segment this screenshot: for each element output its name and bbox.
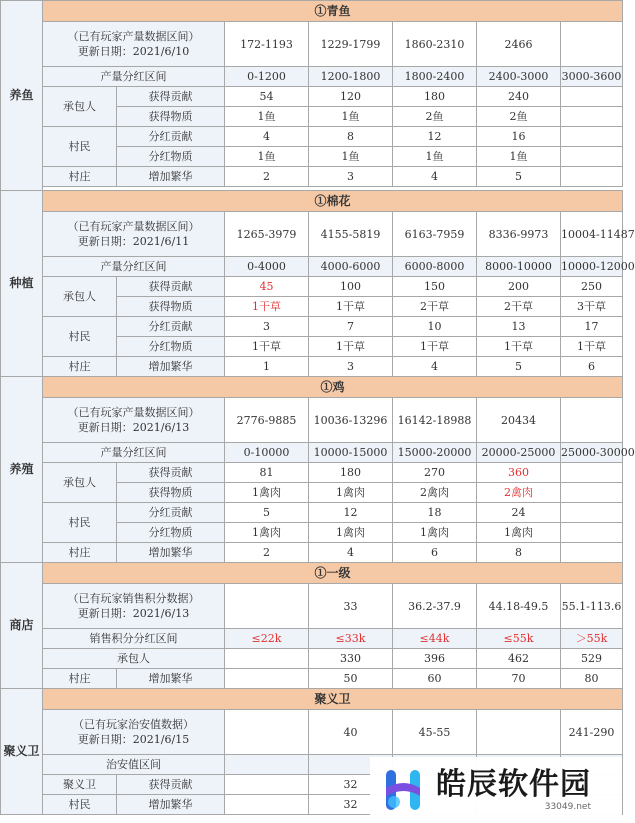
- tier-label: 治安值区间: [43, 755, 225, 775]
- tier-5: 3000-3600: [561, 67, 623, 87]
- category-shop: 商店: [1, 563, 43, 689]
- table-cell: 1干草: [477, 337, 561, 357]
- table-cell: 3干草: [561, 297, 623, 317]
- player-range-5: [561, 398, 623, 443]
- watermark-url: 33049.net: [544, 802, 591, 812]
- table-cell: [561, 107, 623, 127]
- table-cell: 4: [225, 127, 309, 147]
- table-cell: 1鱼: [393, 147, 477, 167]
- table-cell: 250: [561, 277, 623, 297]
- table-cell: 4: [393, 167, 477, 187]
- table-cell: 1干草: [309, 297, 393, 317]
- section-header-guard: 聚义卫: [43, 689, 623, 710]
- table-cell: 54: [225, 87, 309, 107]
- tier-5: ＞55k: [561, 629, 623, 649]
- contrib-label: 获得贡献: [117, 463, 225, 483]
- contrib-label: 获得贡献: [117, 87, 225, 107]
- player-range-label: （已有玩家销售积分数据） 更新日期：2021/6/13: [43, 584, 225, 629]
- tier-label: 产量分红区间: [43, 443, 225, 463]
- tier-label: 产量分红区间: [43, 67, 225, 87]
- tier-3: 6000-8000: [393, 257, 477, 277]
- section-header-shop: ①一级: [43, 563, 623, 584]
- villager-label: 村民: [43, 127, 117, 167]
- tier-1: 0-4000: [225, 257, 309, 277]
- player-range-1: [225, 710, 309, 755]
- goods-label: 获得物质: [117, 297, 225, 317]
- table-cell: 200: [477, 277, 561, 297]
- player-range-5: 10004-11487: [561, 212, 623, 257]
- table-cell: 6: [393, 543, 477, 563]
- prosperity-label: 增加繁华: [117, 167, 225, 187]
- table-cell: 70: [477, 669, 561, 689]
- table-cell: 1: [225, 357, 309, 377]
- player-range-3: 45-55: [393, 710, 477, 755]
- table-cell: [561, 543, 623, 563]
- table-cell: 5: [225, 503, 309, 523]
- table-cell: [225, 669, 309, 689]
- table-cell: 1禽肉: [309, 523, 393, 543]
- div-contrib-label: 分红贡献: [117, 127, 225, 147]
- table-cell: 1鱼: [225, 147, 309, 167]
- watermark: [370, 757, 622, 823]
- player-range-4: 8336-9973: [477, 212, 561, 257]
- player-range-label: （已有玩家产量数据区间） 更新日期：2021/6/11: [43, 212, 225, 257]
- table-cell: 1干草: [561, 337, 623, 357]
- table-cell: 10: [393, 317, 477, 337]
- table-cell: 462: [477, 649, 561, 669]
- contractor-label: 承包人: [43, 649, 225, 669]
- table-cell: 529: [561, 649, 623, 669]
- update-date: 更新日期：2021/6/11: [77, 235, 190, 248]
- player-range-2: 1229-1799: [309, 22, 393, 67]
- player-range-3: 36.2-37.9: [393, 584, 477, 629]
- table-cell: 8: [477, 543, 561, 563]
- table-cell: [561, 483, 623, 503]
- player-range-2: 10036-13296: [309, 398, 393, 443]
- tier-1: 0-1200: [225, 67, 309, 87]
- update-date: 更新日期：2021/6/13: [77, 607, 190, 620]
- table-cell: [561, 167, 623, 187]
- village-label: 村庄: [43, 669, 117, 689]
- table-cell: [225, 775, 309, 795]
- table-cell: 2鱼: [393, 107, 477, 127]
- contractor-label: 承包人: [43, 463, 117, 503]
- table-cell: 24: [477, 503, 561, 523]
- table-cell: 5: [477, 167, 561, 187]
- table-cell: 50: [309, 669, 393, 689]
- table-cell: 3: [225, 317, 309, 337]
- table-cell-highlight: 360: [477, 463, 561, 483]
- table-cell: 180: [309, 463, 393, 483]
- table-cell: 100: [309, 277, 393, 297]
- table-cell: 1干草: [309, 337, 393, 357]
- guard-label: 聚义卫: [43, 775, 117, 795]
- table-cell: 150: [393, 277, 477, 297]
- player-range-5: 55.1-113.6: [561, 584, 623, 629]
- table-cell: [561, 503, 623, 523]
- player-range-4: 44.18-49.5: [477, 584, 561, 629]
- table-cell: 1鱼: [225, 107, 309, 127]
- table-cell: 1禽肉: [225, 483, 309, 503]
- table-cell: 120: [309, 87, 393, 107]
- table-cell: 4: [393, 357, 477, 377]
- table-cell: 2: [225, 543, 309, 563]
- player-range-5: [561, 22, 623, 67]
- table-cell: 12: [393, 127, 477, 147]
- update-date: 更新日期：2021/6/13: [77, 421, 190, 434]
- table-cell: 3: [309, 357, 393, 377]
- table-cell: 240: [477, 87, 561, 107]
- table-cell: 2鱼: [477, 107, 561, 127]
- table-cell: [561, 87, 623, 107]
- table-cell: 32: [309, 795, 393, 815]
- category-plant: 种植: [1, 191, 43, 377]
- site-logo-icon: [380, 766, 428, 814]
- tier-5: 25000-30000: [561, 443, 623, 463]
- tier-2: 10000-15000: [309, 443, 393, 463]
- player-range-3: 16142-18988: [393, 398, 477, 443]
- table-cell: 1干草: [393, 337, 477, 357]
- tier-1: 0-10000: [225, 443, 309, 463]
- table-cell: 1禽肉: [477, 523, 561, 543]
- player-range-1: 1265-3979: [225, 212, 309, 257]
- section-header-fish: ①青鱼: [43, 1, 623, 22]
- table-cell: 18: [393, 503, 477, 523]
- table-cell: 12: [309, 503, 393, 523]
- table-cell: 1禽肉: [309, 483, 393, 503]
- player-range-3: 1860-2310: [393, 22, 477, 67]
- table-cell: 7: [309, 317, 393, 337]
- player-range-1: 2776-9885: [225, 398, 309, 443]
- table-cell: 1干草: [225, 337, 309, 357]
- table-cell: 1禽肉: [393, 523, 477, 543]
- table-cell: [561, 147, 623, 167]
- prosperity-label: 增加繁华: [117, 357, 225, 377]
- player-range-label: （已有玩家产量数据区间） 更新日期：2021/6/13: [43, 398, 225, 443]
- table-cell: 32: [309, 775, 393, 795]
- prosperity-label: 增加繁华: [117, 543, 225, 563]
- villager-label: 村民: [43, 503, 117, 543]
- table-cell: 81: [225, 463, 309, 483]
- table-cell: [561, 523, 623, 543]
- tier-1: [225, 755, 309, 775]
- contractor-label: 承包人: [43, 87, 117, 127]
- player-range-1: [225, 584, 309, 629]
- div-contrib-label: 分红贡献: [117, 317, 225, 337]
- table-cell: 60: [393, 669, 477, 689]
- player-range-label: （已有玩家产量数据区间） 更新日期：2021/6/10: [43, 22, 225, 67]
- table-cell: 1禽肉: [225, 523, 309, 543]
- table-cell: 3: [309, 167, 393, 187]
- player-range-2: 40: [309, 710, 393, 755]
- table-cell: 2干草: [393, 297, 477, 317]
- table-cell: 396: [393, 649, 477, 669]
- village-label: 村庄: [43, 357, 117, 377]
- contrib-label: 获得贡献: [117, 775, 225, 795]
- villager-label: 村民: [43, 795, 117, 815]
- village-label: 村庄: [43, 543, 117, 563]
- villager-label: 村民: [43, 317, 117, 357]
- table-cell: [225, 795, 309, 815]
- tier-label: 产量分红区间: [43, 257, 225, 277]
- div-goods-label: 分红物质: [117, 337, 225, 357]
- category-breed: 养殖: [1, 377, 43, 563]
- tier-4: 8000-10000: [477, 257, 561, 277]
- div-contrib-label: 分红贡献: [117, 503, 225, 523]
- tier-5: 10000-12000: [561, 257, 623, 277]
- table-cell: 2: [225, 167, 309, 187]
- tier-1: ≤22k: [225, 629, 309, 649]
- player-range-4: 20434: [477, 398, 561, 443]
- table-cell: 1鱼: [309, 107, 393, 127]
- table-cell: 8: [309, 127, 393, 147]
- tier-3: 15000-20000: [393, 443, 477, 463]
- tier-3: 1800-2400: [393, 67, 477, 87]
- table-cell: 13: [477, 317, 561, 337]
- table-cell: [225, 649, 309, 669]
- table-cell: 2干草: [477, 297, 561, 317]
- tier-label: 销售积分分红区间: [43, 629, 225, 649]
- goods-label: 获得物质: [117, 107, 225, 127]
- category-guard: 聚义卫: [1, 689, 43, 815]
- player-range-4: [477, 710, 561, 755]
- tier-2: 1200-1800: [309, 67, 393, 87]
- player-range-2: 33: [309, 584, 393, 629]
- table-cell: 330: [309, 649, 393, 669]
- watermark-title: 皓辰软件园: [436, 767, 591, 802]
- table-cell-highlight: 45: [225, 277, 309, 297]
- player-range-1: 172-1193: [225, 22, 309, 67]
- player-range-label: （已有玩家治安值数据） 更新日期：2021/6/15: [43, 710, 225, 755]
- table-cell: 17: [561, 317, 623, 337]
- tier-4: 2400-3000: [477, 67, 561, 87]
- update-date: 更新日期：2021/6/15: [77, 733, 190, 746]
- category-fish: 养鱼: [1, 1, 43, 191]
- tier-3: ≤44k: [393, 629, 477, 649]
- table-cell: 5: [477, 357, 561, 377]
- tier-2: 4000-6000: [309, 257, 393, 277]
- table-cell: 180: [393, 87, 477, 107]
- tier-2: ≤33k: [309, 629, 393, 649]
- tier-4: ≤55k: [477, 629, 561, 649]
- table-cell: 16: [477, 127, 561, 147]
- player-range-3: 6163-7959: [393, 212, 477, 257]
- section-header-breed: ①鸡: [43, 377, 623, 398]
- table-cell: 270: [393, 463, 477, 483]
- update-date: 更新日期：2021/6/10: [77, 45, 190, 58]
- player-range-5: 241-290: [561, 710, 623, 755]
- table-cell: [561, 127, 623, 147]
- section-header-plant: ①棉花: [43, 191, 623, 212]
- div-goods-label: 分红物质: [117, 523, 225, 543]
- contrib-label: 获得贡献: [117, 277, 225, 297]
- contractor-label: 承包人: [43, 277, 117, 317]
- prosperity-label: 增加繁华: [117, 669, 225, 689]
- player-range-2: 4155-5819: [309, 212, 393, 257]
- player-range-4: 2466: [477, 22, 561, 67]
- village-label: 村庄: [43, 167, 117, 187]
- table-cell: 2禽肉: [393, 483, 477, 503]
- table-cell: 1鱼: [309, 147, 393, 167]
- prosperity-label: 增加繁华: [117, 795, 225, 815]
- table-cell-highlight: 1干草: [225, 297, 309, 317]
- table-cell: 6: [561, 357, 623, 377]
- div-goods-label: 分红物质: [117, 147, 225, 167]
- table-cell-highlight: 2禽肉: [477, 483, 561, 503]
- table-cell: 4: [309, 543, 393, 563]
- goods-label: 获得物质: [117, 483, 225, 503]
- table-cell: 1鱼: [477, 147, 561, 167]
- tier-4: 20000-25000: [477, 443, 561, 463]
- table-cell: [561, 463, 623, 483]
- table-cell: 80: [561, 669, 623, 689]
